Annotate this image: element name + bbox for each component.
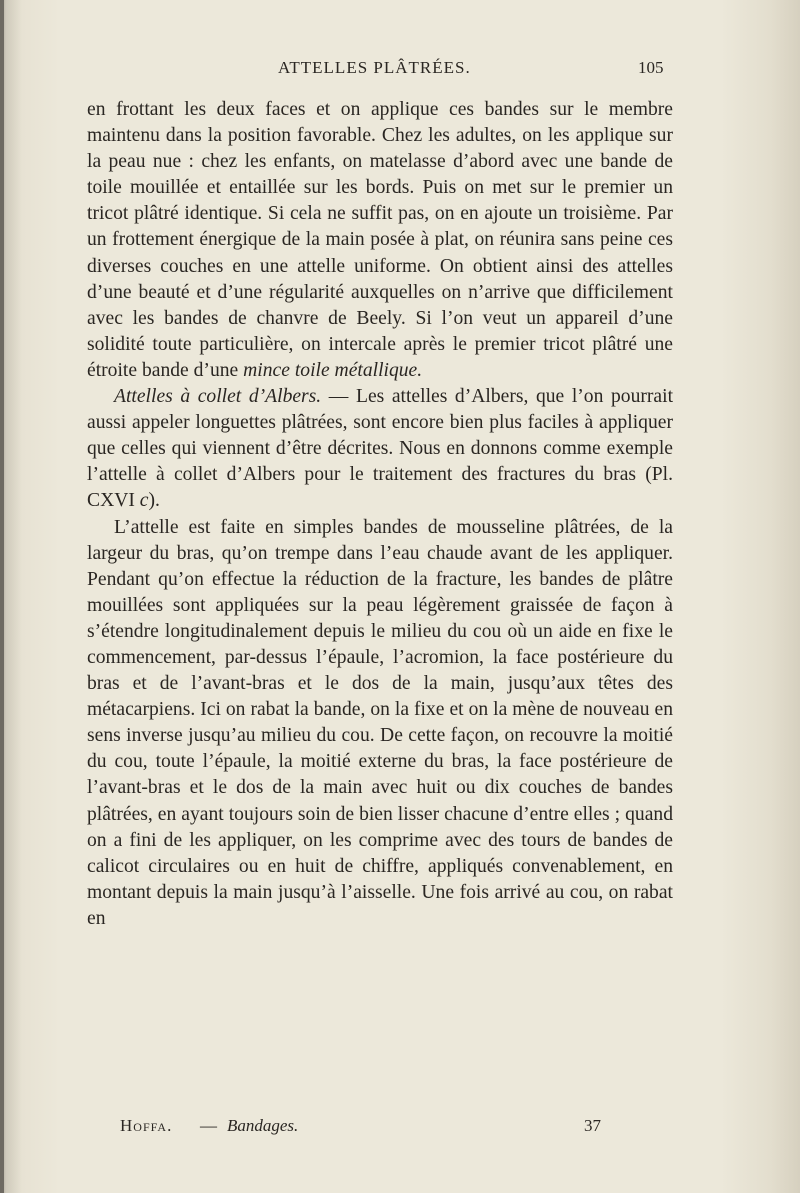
page-number: 105	[638, 58, 664, 77]
paragraph-2-text: — Les attelles d’Albers, que l’on pourrait aussi appeler longuettes plâtrées, sont encore bien plus faciles à appliquer que celles qui viennent d’être décrites. Nous en donnons comme exemple l’attelle à collet d’Albers pour le traitement des fractures du bras (Pl. CXVI	[87, 386, 674, 512]
footer-book-title: Bandages.	[227, 1116, 299, 1135]
signature-mark: 37	[584, 1116, 601, 1135]
footer-dash: —	[200, 1116, 217, 1135]
paragraph-2-end: ).	[148, 490, 160, 512]
body-text	[87, 97, 673, 932]
paragraph-1-italic: mince toile métallique.	[243, 359, 423, 381]
paragraph-2	[87, 384, 673, 514]
paragraph-1-text: en frottant les deux faces et on applique ces bandes sur le membre maintenu dans la position favorable. Chez les adultes, on les applique sur la peau nue : chez les enfants, on matelasse d’abord avec une bande de toile mouillée et entaillée sur les bords. Puis on met sur le premier un tricot plâtré identique. Si cela ne suffit pas, on en ajoute un troisième. Par un frottement énergique de la main posée à plat, on réunira sans peine ces diverses couches en une attelle uniforme. On obtient ainsi des attelles d’une beauté et d’une régularité auxquelles on n’arrive que difficilement avec les bandes de chanvre de Beely. Si l’on veut un appareil d’une solidité toute particulière, on intercale après le premier tricot plâtré une étroite bande d’une	[87, 99, 673, 381]
paragraph-3	[87, 515, 673, 933]
paragraph-1	[87, 97, 673, 384]
section-heading-albers: Attelles à collet d’Albers.	[114, 386, 322, 408]
plate-reference: c	[139, 490, 149, 512]
running-title: ATTELLES PLÂTRÉES.	[278, 58, 471, 77]
footer	[0, 1116, 800, 1142]
book-spine-edge	[0, 0, 4, 1193]
paragraph-3-text: L’attelle est faite en simples bandes de mousseline plâtrées, de la largeur du bras, qu’on trempe dans l’eau chaude avant de les appliquer. Pendant qu’on effectue la réduction de la fracture, les bandes de plâtre mouillées sont appliquées sur la peau légèrement graissée de façon à s’étendre longitudinalement depuis le milieu du cou où un aide en fixe le commencement, par-dessus l’épaule, l’acromion, la face postérieure du bras et de l’avant-bras et le dos de la main, jusqu’aux têtes des métacarpiens. Ici on rabat la bande, on la fixe et on la mène de nouveau en sens inverse jusqu’au milieu du cou. De cette façon, on recouvre la moitié du cou, toute l’épaule, la moitié externe du bras, la face postérieure de l’avant-bras et le dos de la main avec huit ou dix couches de bandes plâtrées, en ayant toujours soin de bien lisser chacune d’entre elles ; quand on a fini de les appliquer, on les comprime avec des tours de bandes de calicot circulaires ou en huit de chiffre, appliqués convenablement, en montant depuis la main jusqu’à l’aisselle. Une fois arrivé au cou, on rabat en	[87, 516, 673, 929]
running-header	[0, 58, 800, 88]
footer-author: Hoffa.	[120, 1116, 173, 1135]
